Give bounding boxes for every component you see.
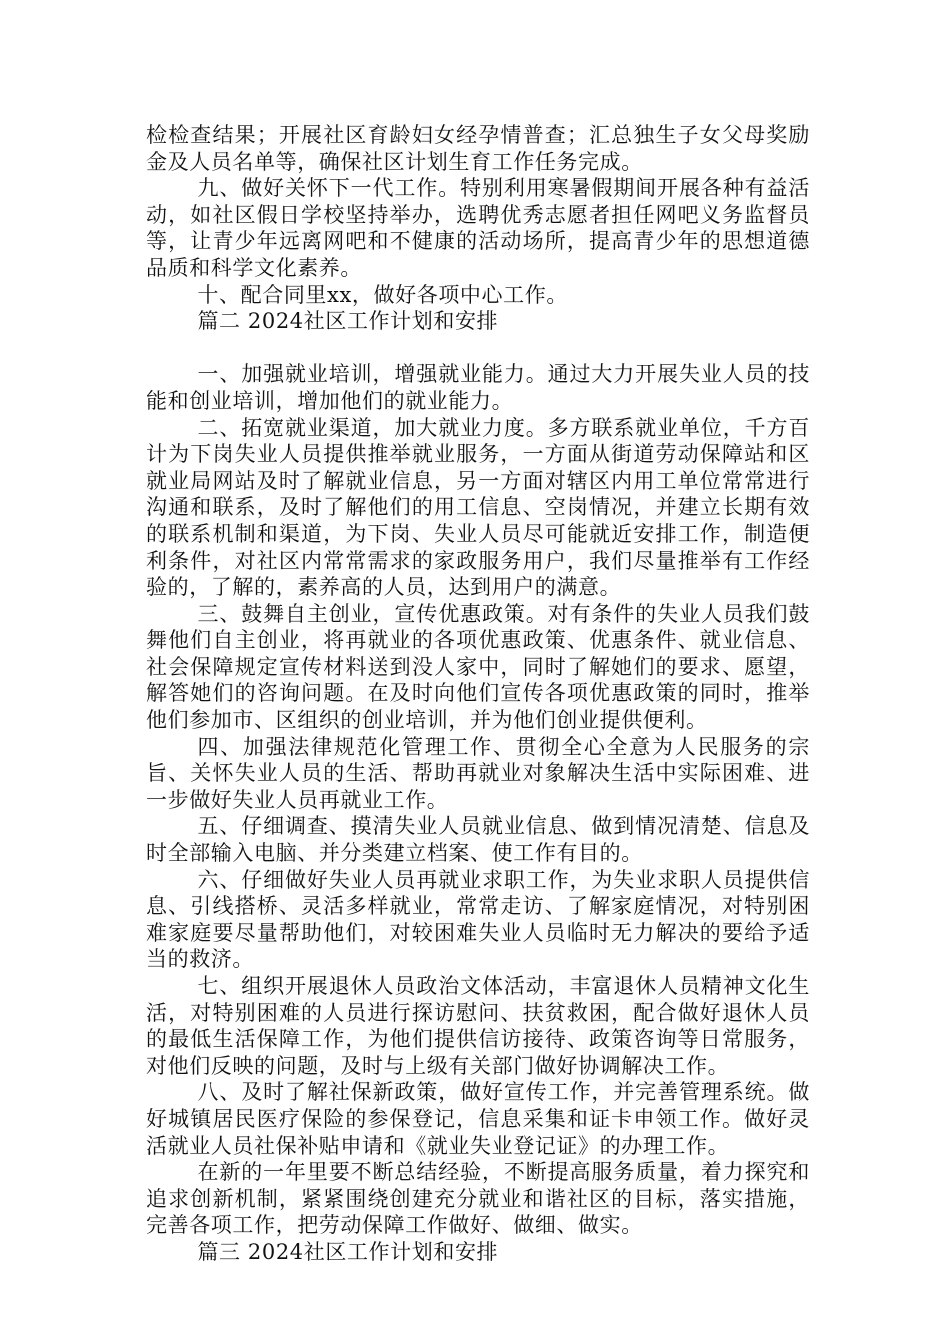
section-heading-2: 篇二 2024社区工作计划和安排 [197, 309, 499, 334]
paragraph-s2-item-8: 八、及时了解社保新政策，做好宣传工作，并完善管理系统。做好城镇居民医疗保险的参保登记，信息采集和证卡申领工作。做好灵活就业人员社保补贴申请和《就业失业登记证》的办理工作。 [146, 1080, 810, 1158]
blank-line [146, 335, 810, 362]
paragraph-item-10: 十、配合同里xx，做好各项中心工作。 [197, 282, 568, 307]
section-heading-3: 篇三 2024社区工作计划和安排 [197, 1239, 499, 1264]
paragraph-s2-item-3: 三、鼓舞自主创业，宣传优惠政策。对有条件的失业人员我们鼓舞他们自主创业，将再就业的各项优惠政策、优惠条件、就业信息、社会保障规定宣传材料送到没人家中，同时了解她们的要求、愿望，解答她们的咨询问题。在及时向他们宣传各项优惠政策的同时，推举他们参加市、区组织的创业培训，并为他们创业提供便利。 [146, 601, 810, 733]
paragraph-item-9: 九、做好关怀下一代工作。特别利用寒暑假期间开展各种有益活动，如社区假日学校坚持举办，选聘优秀志愿者担任网吧义务监督员等，让青少年远离网吧和不健康的活动场所，提高青少年的思想道德品质和科学文化素养。 [146, 176, 810, 280]
paragraph-s2-item-2: 二、拓宽就业渠道，加大就业力度。多方联系就业单位，千方百计为下岗失业人员提供推举就业服务，一方面从街道劳动保障站和区就业局网站及时了解就业信息，另一方面对辖区内用工单位常常进行沟通和联系，及时了解他们的用工信息、空岗情况，并建立长期有效的联系机制和渠道，为下岗、失业人员尽可能就近安排工作，制造便利条件，对社区内常常需求的家政服务用户，我们尽量推举有工作经验的，了解的，素养高的人员，达到用户的满意。 [146, 415, 810, 600]
paragraph-s2-item-7: 七、组织开展退休人员政治文体活动，丰富退休人员精神文化生活，对特别困难的人员进行探访慰问、扶贫救困，配合做好退休人员的最低生活保障工作，为他们提供信访接待、政策咨询等日常服务，对他们反映的问题，及时与上级有关部门做好协调解决工作。 [146, 974, 810, 1078]
document-body [146, 122, 810, 1266]
paragraph-s2-item-5: 五、仔细调查、摸清失业人员就业信息、做到情况清楚、信息及时全部输入电脑、并分类建立档案、使工作有目的。 [146, 814, 810, 866]
paragraph-s2-item-4: 四、加强法律规范化管理工作、贯彻全心全意为人民服务的宗旨、关怀失业人员的生活、帮助再就业对象解决生活中实际困难、进一步做好失业人员再就业工作。 [146, 734, 810, 812]
paragraph-s2-conclusion: 在新的一年里要不断总结经验，不断提高服务质量，着力探究和追求创新机制，紧紧围绕创建充分就业和谐社区的目标，落实措施，完善各项工作，把劳动保障工作做好、做细、做实。 [146, 1160, 810, 1238]
paragraph-continuation: 检检查结果；开展社区育龄妇女经孕情普查；汇总独生子女父母奖励金及人员名单等，确保社区计划生育工作任务完成。 [146, 123, 810, 174]
paragraph-s2-item-6: 六、仔细做好失业人员再就业求职工作，为失业求职人员提供信息、引线搭桥、灵活多样就业，常常走访、了解家庭情况，对特别困难家庭要尽量帮助他们，对较困难失业人员临时无力解决的要给予适当的救济。 [146, 867, 810, 972]
paragraph-s2-item-1: 一、加强就业培训，增强就业能力。通过大力开展失业人员的技能和创业培训，增加他们的就业能力。 [146, 362, 810, 413]
